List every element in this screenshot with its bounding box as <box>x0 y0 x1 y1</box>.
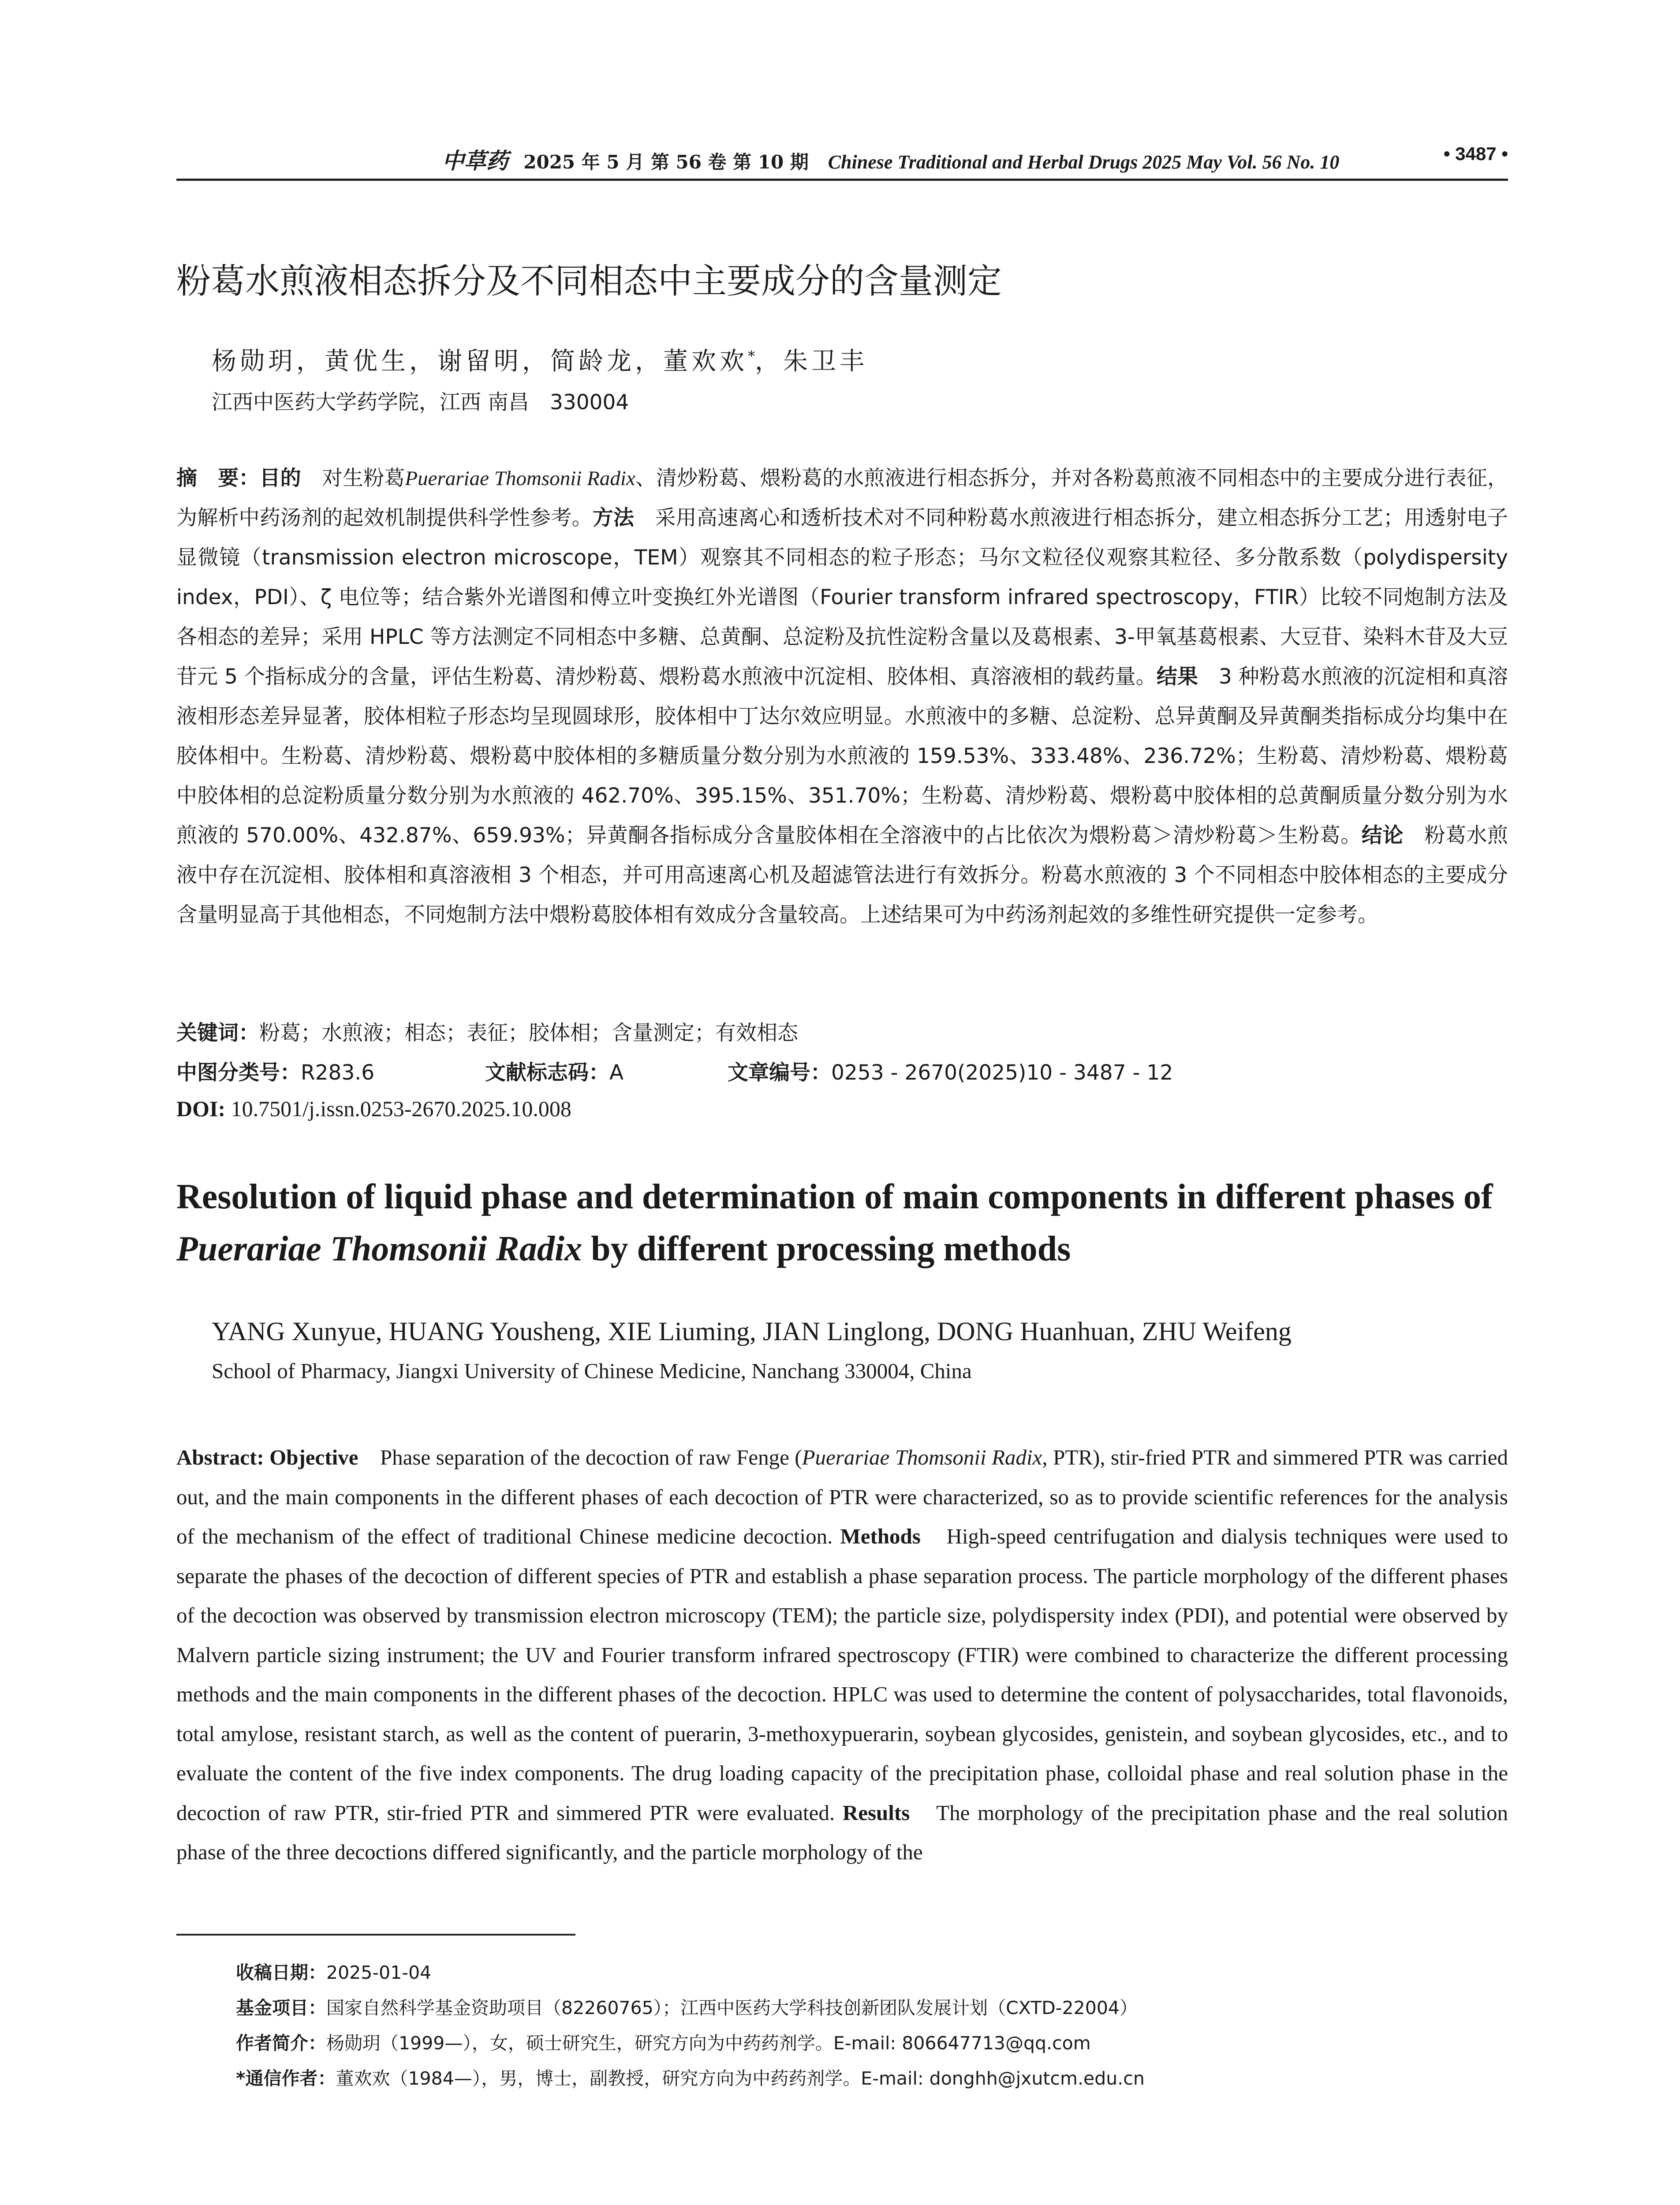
fn-received <box>236 1958 431 1984</box>
corresponding-mark: * <box>748 348 755 365</box>
issue-en: Chinese Traditional and Herbal Drugs 2025 May Vol. 56 No. 10 <box>828 151 1340 173</box>
cn-results-text: 3 种粉葛水煎液的沉淀相和真溶液相形态差异显著，胶体相粒子形态均呈现圆球形，胶体相中丁达尔效应明显。水煎液中的多糖、总淀粉、总异黄酮及异黄酮类指标成分均集中在胶体相中。生粉葛、清炒粉葛、煨粉葛中胶体相的多糖质量分数分别为水煎液的 159.53%、333.48%、236.72%；生粉葛、清炒粉葛、煨粉葛中胶体相的总淀粉质量分数分别为水煎液的 462.70%、395.15%、351.70%；生粉葛、清炒粉葛、煨粉葛中胶体相的总黄酮质量分数分别为水煎液的 570.00%、432.87%、659.93%；异黄酮各指标成分含量胶体相在全溶液中的占比依次为煨粉葛＞清炒粉葛＞生粉葛。 <box>176 665 1508 848</box>
en-objective-b: , PTR), stir-fried PTR and simmered PTR was carried out, and the main components in the different phases of each decoction of PTR were characterized, so as to provide scientific references for the analysis of the mechanism of the effect of traditional Chinese medicine decoction. <box>176 1445 1508 1548</box>
en-title-a: Resolution of liquid phase and determination of main components in different phases of <box>176 1177 1493 1216</box>
cn-methods-text: 采用高速离心和透析技术对不同种粉葛水煎液进行相态拆分，建立相态拆分工艺；用透射电子显微镜（transmission electron microscope，TEM）观察其不同相态的粒子形态；马尔文粒径仪观察其粒径、多分散系数（polydispersity index，PDI）、ζ 电位等；结合紫外光谱图和傅立叶变换红外光谱图（Fourier transform infrared spectroscopy，FTIR）比较不同炮制方法及各相态的差异；采用 HPLC 等方法测定不同相态中多糖、总黄酮、总淀粉及抗性淀粉含量以及葛根素、3-甲氧基葛根素、大豆苷、染料木苷及大豆苷元 5 个指标成分的含量，评估生粉葛、清炒粉葛、煨粉葛水煎液中沉淀相、胶体相、真溶液相的载药量。 <box>176 506 1508 689</box>
cn-results-label: 结果 <box>1156 665 1198 689</box>
en-abstract <box>176 1438 1508 1872</box>
fn-fund-label: 基金项目： <box>236 1997 326 2018</box>
journal-issue-line <box>384 143 1398 175</box>
fn-corresponding <box>236 2064 1145 2090</box>
fn-corr-text: 董欢欢（1984—），男，博士，副教授，研究方向为中药药剂学。E-mail: donghh@jxutcm.edu.cn <box>336 2068 1145 2089</box>
running-header <box>176 143 1508 181</box>
cn-objective-label: 目的 <box>259 466 301 490</box>
cn-objective-text-a: 对生粉葛 <box>301 466 405 490</box>
en-title-latin: Puerariae Thomsonii Radix <box>176 1230 582 1268</box>
en-title <box>176 1171 1543 1275</box>
cn-affiliation: 江西中医药大学药学院，江西 南昌 330004 <box>212 390 629 415</box>
doi-link[interactable]: 10.7501/j.issn.0253-2670.2025.10.008 <box>225 1096 571 1121</box>
en-objective-latin: Puerariae Thomsonii Radix <box>802 1445 1042 1469</box>
clc-value: R283.6 <box>301 1061 375 1085</box>
fn-received-text: 2025-01-04 <box>326 1962 432 1983</box>
cn-abstract <box>176 459 1508 935</box>
cn-authors <box>212 342 868 377</box>
fn-received-label: 收稿日期： <box>236 1962 326 1983</box>
doccode-label: 文献标志码： <box>485 1061 609 1085</box>
en-results-label: Results <box>842 1800 910 1825</box>
journal-logo: 中草药 <box>442 148 508 174</box>
cn-title: 粉葛水煎液相态拆分及不同相态中主要成分的含量测定 <box>176 262 1002 301</box>
cn-methods-label: 方法 <box>592 506 635 530</box>
cn-classification <box>176 1056 1173 1086</box>
page-number: • 3487 • <box>1443 143 1508 164</box>
en-results-text: The morphology of the precipitation phase and the real solution phase of the three decoctions differed significantly, and the particle morphology of the <box>176 1800 1508 1864</box>
cn-conclusion-text: 粉葛水煎液中存在沉淀相、胶体相和真溶液相 3 个相态，并可用高速离心机及超滤管法进行有效拆分。粉葛水煎液的 3 个不同相态中胶体相态的主要成分含量明显高于其他相态，不同炮制方法中煨粉葛胶体相有效成分含量较高。上述结果可为中药汤剂起效的多维性研究提供一定参考。 <box>176 823 1508 927</box>
en-title-b: by different processing methods <box>582 1230 1071 1268</box>
clc-label: 中图分类号： <box>176 1061 301 1085</box>
doi-line <box>176 1096 571 1121</box>
en-methods-text: High-speed centrifugation and dialysis techniques were used to separate the phases of the decoction of different species of PTR and establish a phase separation process. The particle morphology of the different phases of the decoction was observed by transmission electron microscopy (TEM); the particle size, polydispersity index (PDI), and potential were observed by Malvern particle sizing instrument; the UV and Fourier transform infrared spectroscopy (FTIR) were combined to characterize the different processing methods and the main components in the different phases of the decoction. HPLC was used to determine the content of polysaccharides, total flavonoids, total amylose, resistant starch, as well as the content of puerarin, 3-methoxypuerarin, soybean glycosides, genistein, and soybean glycosides, etc., and to evaluate the content of the five index components. The drug loading capacity of the precipitation phase, colloidal phase and real solution phase in the decoction of raw PTR, stir-fried PTR and simmered PTR were evaluated. <box>176 1524 1508 1825</box>
fn-author-label: 作者简介： <box>236 2033 326 2054</box>
articleno-label: 文章编号： <box>728 1061 831 1085</box>
footnote-rule <box>176 1934 575 1936</box>
en-methods-label: Methods <box>840 1524 921 1548</box>
en-objective-a: Phase separation of the decoction of raw Fenge ( <box>358 1445 802 1469</box>
fn-corr-label: *通信作者： <box>236 2068 336 2089</box>
keywords-text: 粉葛；水煎液；相态；表征；胶体相；含量测定；有效相态 <box>259 1021 798 1045</box>
cn-abstract-label: 摘 要： <box>176 466 260 490</box>
cn-authors-main: 杨勋玥，黄优生，谢留明，简龄龙，董欢欢 <box>212 347 748 376</box>
doi-label: DOI: <box>176 1096 226 1121</box>
cn-conclusion-label: 结论 <box>1361 823 1404 848</box>
cn-authors-tail: ，朱卫丰 <box>755 347 868 376</box>
fn-fund <box>236 1993 1138 2019</box>
keywords-label: 关键词： <box>176 1021 259 1045</box>
fn-author-text: 杨勋玥（1999—），女，硕士研究生，研究方向为中药药剂学。E-mail: 806647713@qq.com <box>326 2033 1091 2054</box>
doccode-value: A <box>609 1061 624 1085</box>
fn-author <box>236 2029 1091 2055</box>
cn-keywords <box>176 1017 798 1046</box>
en-abstract-label: Abstract: Objective <box>176 1445 358 1469</box>
issue-cn: 2025 年 5 月 第 56 卷 第 10 期 <box>523 151 809 173</box>
fn-fund-text: 国家自然科学基金资助项目（82260765）；江西中医药大学科技创新团队发展计划（CXTD-22004） <box>326 1997 1138 2018</box>
en-authors: YANG Xunyue, HUANG Yousheng, XIE Liuming, JIAN Linglong, DONG Huanhuan, ZHU Weifeng <box>212 1317 1292 1346</box>
en-affiliation: School of Pharmacy, Jiangxi University of Chinese Medicine, Nanchang 330004, China <box>212 1359 972 1383</box>
articleno-value: 0253 - 2670(2025)10 - 3487 - 12 <box>831 1061 1173 1085</box>
cn-objective-text-b: 、清炒粉葛、煨粉葛的水煎液进行相态拆分，并对各粉葛煎液不同相态中的主要成分进行表征，为解析中药汤剂的起效机制提供科学性参考。 <box>176 466 1508 530</box>
cn-objective-latin: Puerariae Thomsonii Radix <box>405 467 635 490</box>
